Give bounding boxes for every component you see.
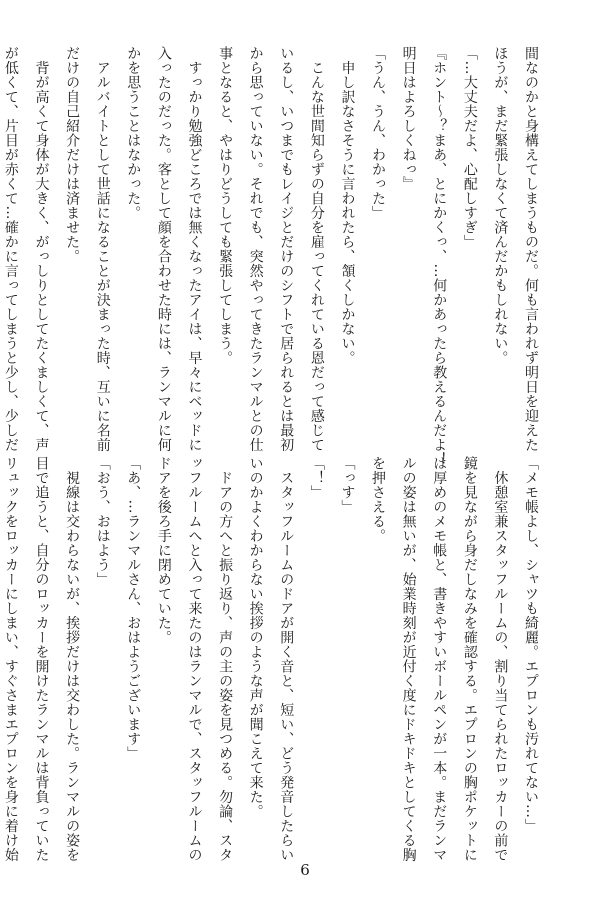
page-number: 6 (300, 861, 310, 879)
lower-text-block (0, 456, 546, 862)
text-line: ルの姿は無いが、始業時刻が近付く度にドキドキとしてくる胸 (400, 456, 417, 862)
text-line: いのかよくわからない挨拶のような声が聞こえて来た。 (247, 456, 264, 819)
text-line: 「っす」 (339, 456, 356, 514)
text-line: リュックをロッカーにしまい、すぐさまエプロンを身に着け始 (2, 456, 19, 862)
text-line: 「メモ帳よし、シャツも綺麗。エプロンも汚れてない…」 (523, 456, 539, 833)
text-line: を押さえる。 (370, 456, 387, 543)
text-line: 「あ、…ランマルさん、おはようございます」 (125, 456, 142, 761)
text-line: 『ホント〜？まあ、とにかくっ、…何かあったら教えるんだよ！ (431, 46, 448, 467)
text-line: 視線は交わらないが、挨拶だけは交わした。ランマルの姿を (64, 456, 81, 862)
text-line: 鏡を見ながら身だしなみを確認する。エプロンの胸ポケットに (461, 456, 478, 862)
text-line: が低くて、片目が赤くて…確かに言ってしまうと少し、少しだ (2, 46, 19, 452)
text-line: 申し訳なさそうに言われたら、頷くしかない。 (339, 46, 356, 365)
text-line: ほうが、まだ緊張しなくて済んだかもしれない。 (492, 46, 509, 365)
text-line: アルバイトとして世話になることが決まった時、互いに名前 (94, 46, 111, 452)
text-line: は厚めのメモ帳と、書きやすいボールペンが一本。まだランマ (431, 456, 448, 862)
text-line: から思っていない。それでも、突然やってきたランマルとの仕 (247, 46, 264, 452)
text-line: 明日はよろしくねっ』 (400, 46, 417, 191)
text-line: 「…大丈夫だよ、心配しすぎ」 (461, 46, 478, 249)
text-line: ッフルームへと入って来たのはランマルで、スタッフルームの (186, 456, 203, 862)
text-line: 「！」 (308, 456, 325, 500)
text-line: すっかり勉強どころでは無くなったアイは、早々にベッドに (186, 46, 203, 452)
text-line: 「おう、おはよう」 (94, 456, 111, 587)
text-line: 入ったのだった。客として顔を合わせた時には、ランマルに何 (155, 46, 172, 452)
text-line: だけの自己紹介だけは済ませた。 (64, 46, 81, 264)
text-line: いるし、いつまでもレイジとだけのシフトで居られるとは最初 (278, 46, 295, 452)
text-line: 「うん、うん、わかった」 (370, 46, 387, 220)
text-line: ドアの方へと振り返り、声の主の姿を見つめる。勿論、スタ (217, 456, 234, 862)
text-line: かを思うことはなかった。 (125, 46, 142, 220)
upper-text-block (0, 46, 546, 467)
text-line: 目で追うと、自分のロッカーを開けたランマルは背負っていた (33, 456, 50, 862)
text-line: 背が高くて身体が大きく、がっしりとしてたくましくて、声 (33, 46, 50, 452)
text-line: 事となると、やはりどうしても緊張してしまう。 (217, 46, 234, 365)
text-line: スタッフルームのドアが開く音と、短い、どう発音したらい (278, 456, 295, 862)
text-line: こんな世間知らずの自分を雇ってくれている恩だって感じて (308, 46, 325, 452)
text-line: 休憩室兼スタッフルームの、割り当てられたロッカーの前で (492, 456, 509, 862)
text-line: ドアを後ろ手に閉めていた。 (155, 456, 172, 645)
text-line: 間なのかと身構えてしまうものだ。何も言われず明日を迎えた (523, 46, 539, 452)
